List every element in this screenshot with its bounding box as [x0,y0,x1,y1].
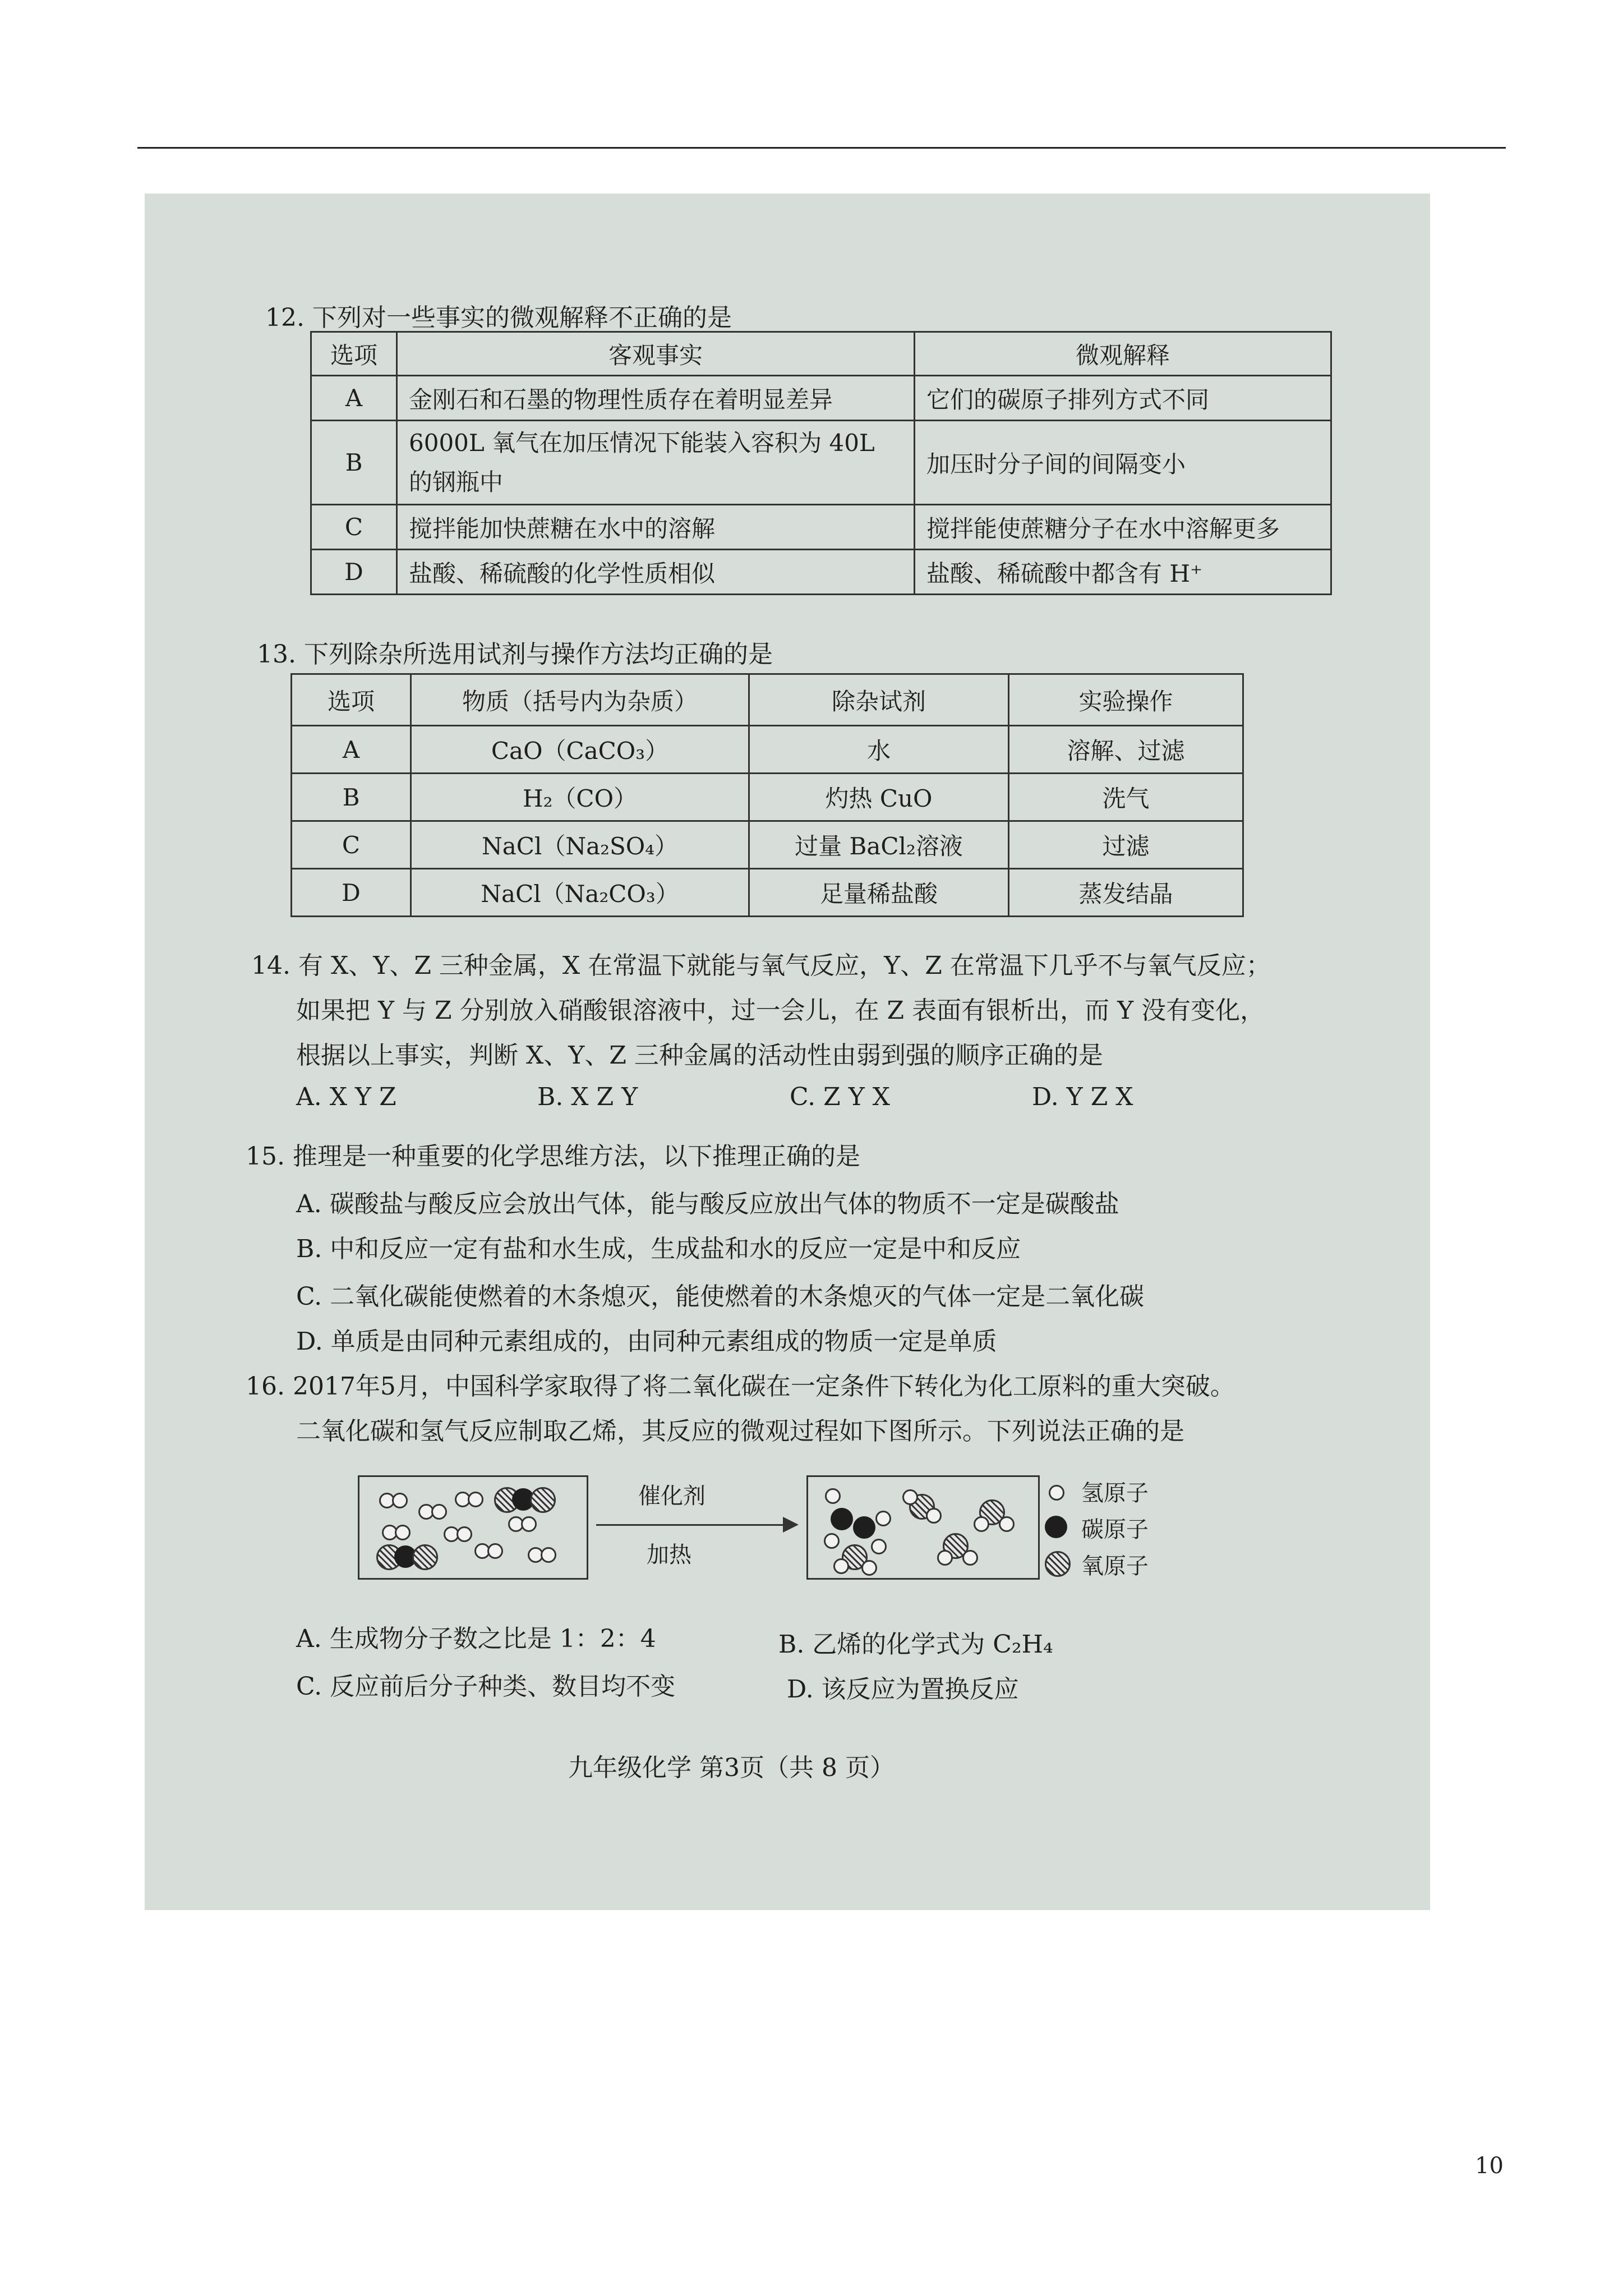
q12-stem: 12. 下列对一些事实的微观解释不正确的是 [265,303,732,332]
arrow-condition-top: 催化剂 [638,1483,706,1509]
q16-option-a: A. 生成物分子数之比是 1：2：4 [296,1625,656,1653]
table-cell: 溶解、过滤 [1009,726,1243,774]
q15-option-c: C. 二氧化碳能使燃着的木条熄灭，能使燃着的木条熄灭的气体一定是二氧化碳 [296,1282,1145,1311]
table-header: 实验操作 [1009,674,1243,726]
arrow-condition-bottom: 加热 [647,1542,691,1568]
table-row [292,726,1243,774]
oxygen-atom-icon [412,1544,438,1570]
table-cell: 搅拌能使蔗糖分子在水中溶解更多 [915,505,1331,550]
table-header-row [311,332,1331,376]
q15-option-d: D. 单质是由同种元素组成的，由同种元素组成的物质一定是单质 [296,1327,997,1356]
table-cell: NaCl（Na₂SO₄） [411,821,749,869]
table-cell: 洗气 [1009,774,1243,821]
table-cell: 搅拌能加快蔗糖在水中的溶解 [397,505,915,550]
products-box [806,1475,1040,1580]
q14-option-c: C. Z Y X [790,1083,890,1111]
q15-stem: 15. 推理是一种重要的化学思维方法，以下推理正确的是 [246,1142,860,1171]
table-cell: C [311,505,397,550]
table-row [292,774,1243,821]
table-cell: 蒸发结晶 [1009,869,1243,917]
hydrogen-atom-icon [825,1488,841,1504]
table-row [311,376,1331,421]
table-cell: 盐酸、稀硫酸中都含有 H⁺ [915,550,1331,595]
carbon-atom-icon [831,1508,853,1530]
hydrogen-atom-icon [999,1516,1015,1532]
hydrogen-atom-icon [875,1511,891,1526]
table-row [311,421,1331,505]
hydrogen-atom-icon [457,1526,472,1542]
q14-line2: 如果把 Y 与 Z 分别放入硝酸银溶液中，过一会儿，在 Z 表面有银析出，而 Y 没有变化， [296,996,1265,1025]
hydrogen-atom-icon [833,1558,849,1574]
table-header: 微观解释 [915,332,1331,376]
carbon-atom-icon [853,1516,875,1539]
table-header: 客观事实 [397,332,915,376]
hydrogen-atom-icon [902,1489,918,1505]
hydrogen-atom-icon [431,1504,447,1520]
table-cell: B [311,421,397,505]
hydrogen-legend-icon [1049,1485,1064,1501]
reaction-arrow [596,1524,784,1526]
q16-line1: 16. 2017年5月，中国科学家取得了将二氧化碳在一定条件下转化为化工原料的重大突破。 [246,1372,1235,1401]
table-cell: H₂（CO） [411,774,749,821]
q13-stem: 13. 下列除杂所选用试剂与操作方法均正确的是 [257,640,773,669]
arrow-head-icon [783,1517,799,1533]
hydrogen-atom-icon [392,1493,408,1508]
q13-table [291,673,1244,917]
legend-oxygen-label: 氧原子 [1081,1553,1149,1579]
hydrogen-atom-icon [487,1543,503,1559]
table-row [311,550,1331,595]
table-header-row [292,674,1243,726]
hydrogen-atom-icon [937,1550,953,1566]
q12-table [310,331,1332,595]
table-cell: 盐酸、稀硫酸的化学性质相似 [397,550,915,595]
table-row [292,869,1243,917]
table-cell: 金刚石和石墨的物理性质存在着明显差异 [397,376,915,421]
q16-option-b: B. 乙烯的化学式为 C₂H₄ [778,1630,1053,1659]
table-cell: 足量稀盐酸 [749,869,1009,917]
hydrogen-atom-icon [871,1539,887,1554]
table-cell: D [311,550,397,595]
legend-hydrogen-label: 氢原子 [1081,1480,1149,1506]
hydrogen-atom-icon [962,1550,978,1566]
page-number: 10 [1475,2153,1504,2179]
q16-option-c: C. 反应前后分子种类、数目均不变 [296,1672,676,1701]
table-cell: D [292,869,411,917]
q16-option-d: D. 该反应为置换反应 [787,1675,1019,1704]
table-header: 选项 [292,674,411,726]
reactants-box [358,1475,588,1580]
hydrogen-atom-icon [395,1525,411,1540]
q14-option-a: A. X Y Z [296,1083,396,1111]
table-cell: 它们的碳原子排列方式不同 [915,376,1331,421]
oxygen-legend-icon [1045,1551,1071,1577]
top-rule [137,147,1506,149]
table-row [292,821,1243,869]
table-cell: 6000L 氧气在加压情况下能装入容积为 40L 的钢瓶中 [397,421,915,505]
table-cell: A [292,726,411,774]
q15-option-a: A. 碳酸盐与酸反应会放出气体，能与酸反应放出气体的物质不一定是碳酸盐 [296,1190,1119,1218]
table-cell: 灼热 CuO [749,774,1009,821]
q14-option-d: D. Y Z X [1032,1083,1133,1111]
q14-option-b: B. X Z Y [537,1083,638,1111]
q16-line2: 二氧化碳和氢气反应制取乙烯，其反应的微观过程如下图所示。下列说法正确的是 [296,1417,1184,1446]
q14-line3: 根据以上事实，判断 X、Y、Z 三种金属的活动性由弱到强的顺序正确的是 [296,1041,1103,1070]
table-cell: C [292,821,411,869]
carbon-legend-icon [1045,1516,1067,1538]
table-row [311,505,1331,550]
hydrogen-atom-icon [541,1547,556,1563]
exam-photo [145,194,1430,1910]
table-cell: 过量 BaCl₂溶液 [749,821,1009,869]
table-cell: 过滤 [1009,821,1243,869]
hydrogen-atom-icon [926,1508,942,1524]
hydrogen-atom-icon [974,1516,989,1532]
q15-option-b: B. 中和反应一定有盐和水生成，生成盐和水的反应一定是中和反应 [296,1235,1021,1263]
table-cell: 水 [749,726,1009,774]
table-header: 物质（括号内为杂质） [411,674,749,726]
hydrogen-atom-icon [521,1516,537,1532]
oxygen-atom-icon [530,1487,556,1513]
table-cell: NaCl（Na₂CO₃） [411,869,749,917]
hydrogen-atom-icon [468,1492,483,1507]
table-cell: 加压时分子间的间隔变小 [915,421,1331,505]
q14-line1: 14. 有 X、Y、Z 三种金属，X 在常温下就能与氧气反应，Y、Z 在常温下几乎不与氧气反应； [251,951,1271,980]
page-footer: 九年级化学 第3页（共 8 页） [568,1754,895,1782]
table-header: 选项 [311,332,397,376]
table-cell: CaO（CaCO₃） [411,726,749,774]
hydrogen-atom-icon [824,1533,840,1549]
legend-carbon-label: 碳原子 [1081,1517,1149,1543]
table-header: 除杂试剂 [749,674,1009,726]
table-cell: B [292,774,411,821]
table-cell: A [311,376,397,421]
hydrogen-atom-icon [861,1560,877,1576]
